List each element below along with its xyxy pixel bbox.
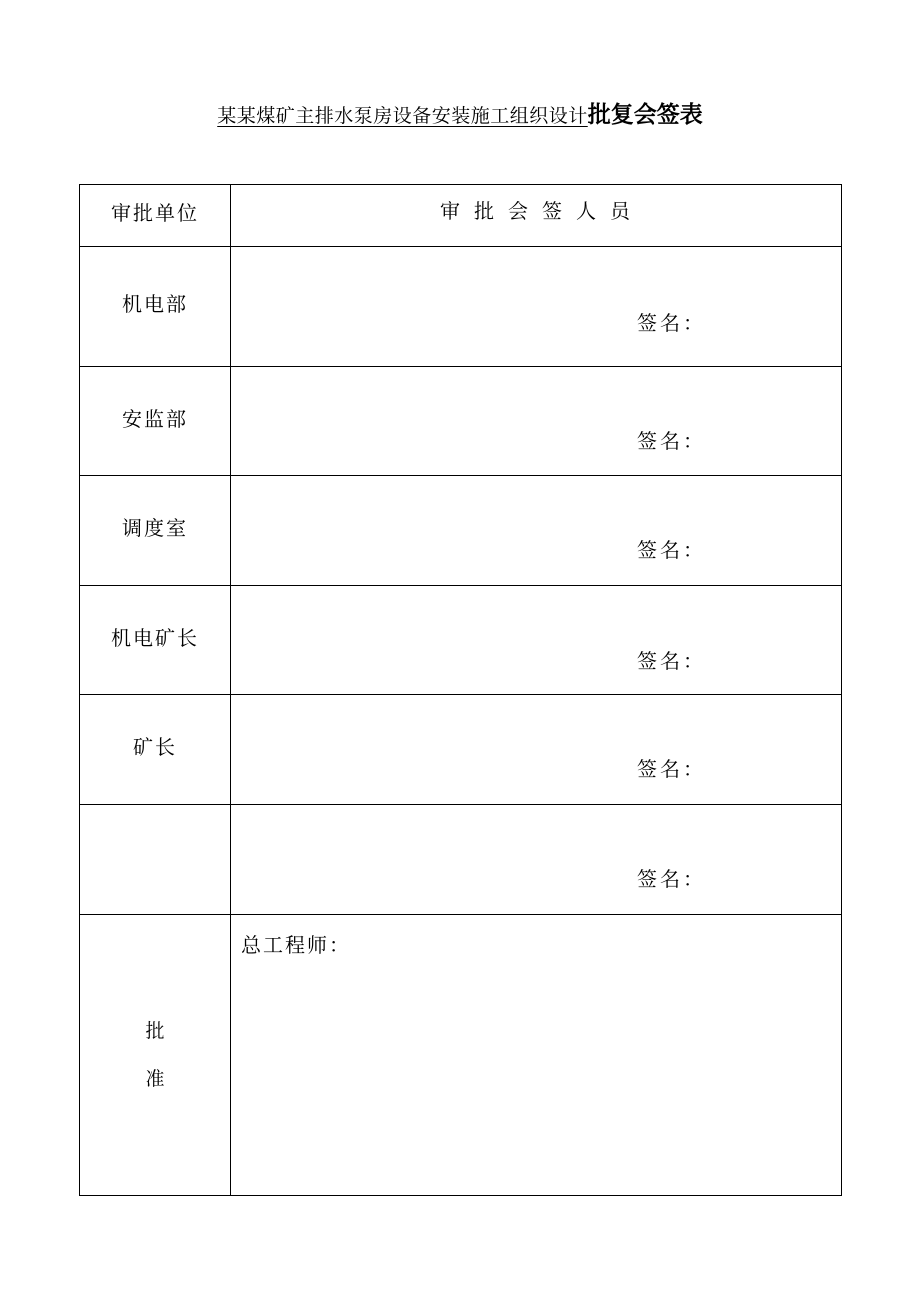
chief-engineer-cell[interactable] (231, 915, 842, 1196)
document-title (0, 96, 920, 132)
unit-name: 机电部 (122, 292, 188, 316)
signature-cell[interactable] (231, 586, 842, 695)
signature-label: 签名： (637, 757, 706, 781)
table-row (80, 476, 842, 586)
approve-char-2: 准 (145, 1068, 165, 1090)
table-header-row (80, 185, 842, 247)
table-row (80, 695, 842, 805)
signature-label: 签名： (637, 649, 706, 673)
unit-name: 调度室 (122, 516, 188, 540)
title-bold: 批复会签表 (587, 102, 703, 128)
signature-cell[interactable] (231, 367, 842, 476)
signature-cell[interactable] (231, 695, 842, 805)
unit-cell (80, 695, 231, 805)
unit-name: 矿长 (133, 735, 177, 759)
table-row (80, 247, 842, 367)
table-row (80, 367, 842, 476)
unit-cell (80, 367, 231, 476)
header-unit-cell (80, 185, 231, 247)
signature-cell[interactable] (231, 247, 842, 367)
signature-cell[interactable] (231, 476, 842, 586)
approval-signature-table (79, 184, 842, 1196)
title-main: 某某煤矿主排水泵房设备安装施工组织设计 (217, 105, 588, 127)
header-signers-cell (231, 185, 842, 247)
approve-char-1: 批 (145, 1020, 165, 1042)
unit-cell (80, 586, 231, 695)
approval-row (80, 915, 842, 1196)
table-row (80, 586, 842, 695)
table-row (80, 805, 842, 915)
signature-label: 签名： (637, 429, 706, 453)
header-unit: 审批单位 (111, 201, 199, 225)
unit-cell (80, 247, 231, 367)
signature-label: 签名： (637, 867, 706, 891)
signature-label: 签名： (637, 311, 706, 335)
signature-cell[interactable] (231, 805, 842, 915)
unit-name: 机电矿长 (111, 625, 199, 650)
unit-name: 安监部 (122, 406, 188, 431)
chief-engineer-label: 总工程师： (241, 933, 351, 957)
approve-cell (80, 915, 231, 1196)
header-signers: 审批会签人员 (440, 199, 644, 223)
unit-cell (80, 476, 231, 586)
unit-cell (80, 805, 231, 915)
signature-label: 签名： (637, 538, 706, 562)
